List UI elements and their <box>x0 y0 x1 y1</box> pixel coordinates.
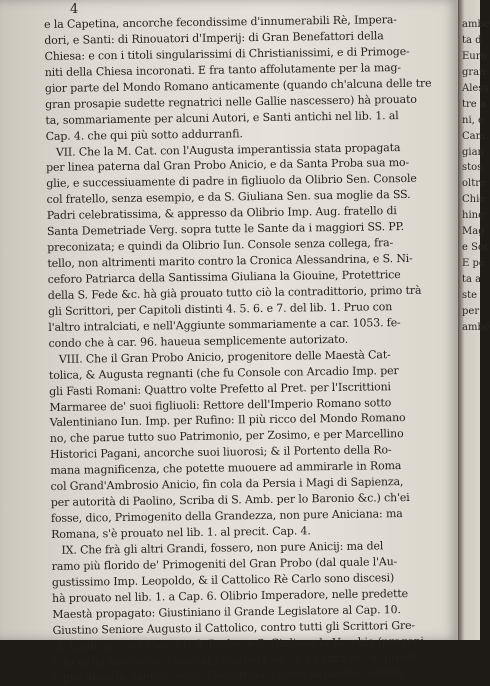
text-line: niti della Chiesa incoronati. E fra tanto affolutamente per la mag- <box>44 60 402 79</box>
margin-fragment: Aless <box>462 82 489 94</box>
text-line: ramo più florido de' Primogeniti del Gran Probo (dal quale l'Au- <box>51 554 398 573</box>
text-line: ta, sommariamente per alcuni Autori, e Santi antichi nel lib. 1. al <box>45 108 399 127</box>
margin-fragment: gran <box>462 66 486 78</box>
text-line: condo che à car. 96. haueua semplicemente autorizato. <box>48 332 349 350</box>
text-line: Cap. 4. che qui più sotto addurranfi. <box>45 126 243 143</box>
text-line: tello, non altrimenti marito contro la Cronica Alessandrina, e S. Ni- <box>47 251 413 271</box>
margin-fragment: stos <box>462 162 483 174</box>
text-line: gior parte del Mondo Romano anticamente (quando ch'alcuna delle tre <box>44 76 432 95</box>
margin-fragment: ta d <box>462 34 482 46</box>
margin-fragment: tre a <box>462 98 486 110</box>
main-text-block <box>44 11 449 686</box>
page-number: 4 <box>70 2 79 17</box>
text-line: e la Capetina, ancorche fecondissime d'innumerabili Rè, Impera- <box>44 13 397 31</box>
margin-fragment: e Sor <box>462 242 489 254</box>
text-line: Chiesa: e con i titoli singularissimi di Christianissimi, e di Primoge- <box>44 44 410 63</box>
text-line: glie, e successiuamente di padre in figliuolo da Olibrio Sen. Console <box>46 172 417 191</box>
text-line: Historici Pagani, ancorche suoi liuorosi; & il Portento della Ro- <box>50 443 392 462</box>
margin-fragment: per <box>462 305 480 317</box>
text-line: per linea paterna dal Gran Probo Anicio, e da Santa Proba sua mo- <box>46 156 410 175</box>
text-line: gran prosapie sudette regnatrici nelle Gallie nascessero) hà prouato <box>45 92 417 111</box>
text-line: VII. Che la M. Cat. con l'Augusta imperantissia stata propagata <box>55 140 401 159</box>
text-line: gustissimo Imp. Leopoldo, & il Cattolico Rè Carlo sono discesi) <box>51 570 395 589</box>
text-line: Giustino Seniore Augusto il Cattolico, contro tutti gli Scrittori Gre- <box>52 618 416 637</box>
margin-fragment: ni, e <box>462 114 484 126</box>
margin-fragment: E pe <box>462 258 485 270</box>
text-line: IX. Che frà gli altri Grandi, fossero, non pure Anicij: ma del <box>61 539 384 557</box>
text-line: Santa Demetriade Verg. sopra tutte le Sante da i maggiori SS. PP. <box>46 220 405 239</box>
margin-fragment: ta a <box>462 274 482 285</box>
text-line: Valentiniano Iun. Imp. per Rufino: Il più ricco del Mondo Romano <box>49 411 406 430</box>
text-line: e pur quiui la Santiss. Verg. Demetriade, come la madre sudetta, <box>53 666 406 685</box>
text-line: mana magnificenza, che potette muouere ad ammirarle in Roma <box>50 459 402 478</box>
text-line: trici delle medesime Maestà) l'vna nel Cap. 5. e l'altra nel 6. precit. <box>52 650 420 669</box>
text-line: l'altro intralciati, e nell'Aggiunte sommariamente a car. 1053. fe- <box>48 315 401 334</box>
text-line: Padri celebratissima, & appresso da Olibrio Imp. Aug. fratello di <box>46 204 397 223</box>
text-line: no, che parue tutto suo Patrimonio, per Zosimo, e per Marcellino <box>49 427 404 446</box>
margin-fragment: ambe <box>462 19 490 30</box>
text-line: ci, Latini &c. nel Cap. 11. S. Proba, e S. Giuliana la Vecchia (progeni- <box>52 634 428 653</box>
margin-fragment: oltre <box>462 178 486 190</box>
facing-page-text <box>458 17 490 336</box>
margin-fragment: Mag <box>462 226 485 238</box>
text-line: Maestà propagato: Giustiniano il Grande Legislatore al Cap. 10. <box>52 602 401 621</box>
margin-fragment: Chie <box>462 194 486 206</box>
text-line: tolica, & Augusta regnanti (che fu Console con Arcadio Imp. per <box>48 363 399 382</box>
text-line: della S. Fede &c. hà già prouato tutto ciò la contradittorio, primo trà <box>47 283 422 302</box>
text-line: gli Fasti Romani: Quattro volte Prefetto al Pret. per l'Iscrittioni <box>49 379 391 398</box>
text-line: dori, e Santi: di Rinouatori d'Imperij: di Gran Benefattori della <box>44 29 384 47</box>
margin-fragment: gian <box>462 146 485 158</box>
text-line: hà prouato nel lib. 1. a Cap. 6. Olibrio Imperadore, nelle predette <box>52 586 409 605</box>
margin-fragment: ste <box>462 289 478 301</box>
text-line: per autorità di Paolino, Scriba di S. Amb. per lo Baronio &c.) ch'ei <box>50 491 410 510</box>
text-line: Marmaree de' suoi figliuoli: Rettore dell'Imperio Romano sotto <box>49 395 392 414</box>
text-line: Romana, s'è prouato nel lib. 1. al precit. Cap. 4. <box>51 524 311 541</box>
facing-page-edge <box>458 0 490 640</box>
margin-fragment: hine <box>462 210 484 222</box>
text-line: gli Scrittori, per Capitoli distinti 4. 5. 6. e 7. del lib. 1. Pruo con <box>48 300 393 318</box>
margin-fragment: Cam <box>462 130 486 142</box>
text-line: preconizata; e quindi da Olibrio Iun. Console senza collega, fra- <box>47 236 394 255</box>
text-line: col Grand'Ambrosio Anicio, fin cola da Persia i Magi di Sapienza, <box>50 475 404 494</box>
margin-fragment: Euro <box>462 50 487 62</box>
text-line: fosse, dico, Primogenito della Grandezza, non pure Aniciana: ma <box>50 507 403 526</box>
text-line: VIII. Che il Gran Probo Anicio, progenitore delle Maestà Cat- <box>58 347 391 366</box>
text-line: col fratello, senza esempio, e da S. Giuliana Sen. sua moglie da SS. <box>46 188 411 207</box>
text-line: ceforo Patriarca della Santissima Giuliana la Giouine, Protettrice <box>47 268 401 286</box>
margin-fragment: ambe <box>462 321 490 333</box>
